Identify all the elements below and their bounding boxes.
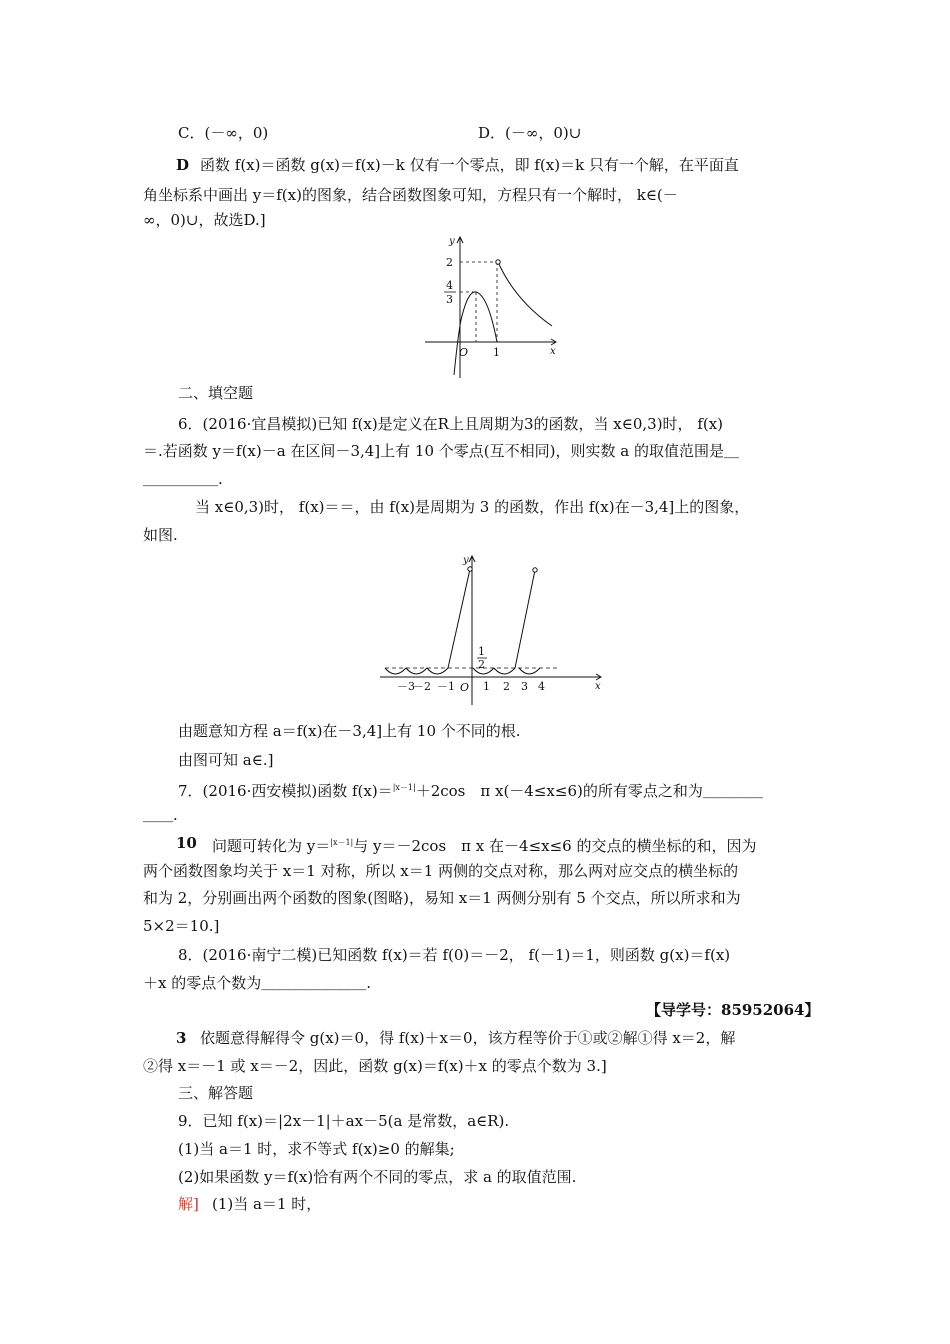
graph2-y-label: y <box>463 555 469 566</box>
q7-solution-line-1 <box>212 833 756 856</box>
q9-solution-label: 解] <box>178 1195 199 1213</box>
q7-solution-line-2: 两个函数图象均关于 x＝1 对称，所以 x＝1 两侧的交点对称，那么两对应交点的横坐标的 <box>143 862 739 880</box>
q7-line-2: ＿＿. <box>143 806 178 824</box>
graph1-tick-1: 1 <box>493 346 500 359</box>
q6-solution-line-4: 由图可知 a∈.] <box>178 751 274 769</box>
q7-solution-line-3: 和为 2，分别画出两个函数的图象(图略)，易知 x＝1 两侧分别有 5 个交点，所以所求和为 <box>143 889 741 907</box>
q9-line-1: 9．已知 f(x)＝|2x－1|＋ax－5(a 是常数，a∈R). <box>178 1112 510 1130</box>
q5-solution-line-2: 角坐标系中画出 y＝f(x)的图象，结合函数图象可知，方程只有一个解时， k∈(－ <box>143 186 678 204</box>
q8-line-1: 8．(2016·南宁二模)已知函数 f(x)＝若 f(0)＝－2， f(－1)＝1，则函数 g(x)＝f(x) <box>178 946 731 964</box>
graph1-origin: O <box>459 346 469 359</box>
graph2-tick-3: 3 <box>521 680 528 693</box>
q7-text-b: ＋2cos π x(－4≤x≤6)的所有零点之和为＿＿＿＿ <box>415 782 763 800</box>
q9-part-1: (1)当 a＝1 时，求不等式 f(x)≥0 的解集; <box>178 1140 455 1158</box>
q7-line-1 <box>178 778 763 801</box>
q9-solution-line-1: (1)当 a＝1 时， <box>212 1195 322 1213</box>
graph2-tick-4: 4 <box>538 680 545 693</box>
section-2-heading: 二、填空题 <box>178 384 254 402</box>
graph2-tick-2: 2 <box>503 680 510 693</box>
q6-line-1: 6．(2016·宜昌模拟)已知 f(x)是定义在R上且周期为3的函数，当 x∈0,3)时， f(x) <box>178 415 724 433</box>
q7-text-a: 7．(2016·西安模拟)函数 f(x)＝ <box>178 782 393 800</box>
q8-line-2: ＋x 的零点个数为＿＿＿＿＿＿＿. <box>143 974 371 992</box>
q6-line-2: ＝.若函数 y＝f(x)－a 在区间－3,4]上有 10 个零点(互不相同)，则实数 a 的取值范围是＿ <box>143 442 739 460</box>
option-d: D．(－∞，0)∪ <box>478 124 582 142</box>
graph1-tick-3: 3 <box>446 293 453 306</box>
option-c: C．(－∞，0) <box>178 124 269 142</box>
q6-line-3: ＿＿＿＿＿. <box>143 470 223 488</box>
q6-solution-line-3: 由题意知方程 a＝f(x)在－3,4]上有 10 个不同的根. <box>178 722 521 740</box>
section-3-heading: 三、解答题 <box>178 1084 254 1102</box>
q9-part-2: (2)如果函数 y＝f(x)恰有两个不同的零点，求 a 的取值范围. <box>178 1168 577 1186</box>
graph2-tick-minus-3: －3 <box>397 680 415 693</box>
graph1-tick-4: 4 <box>446 279 453 292</box>
q7-solution-line-4: 5×2＝10.] <box>143 917 220 935</box>
q7-answer: 10 <box>176 834 197 852</box>
q7-sol-exponent: |x－1| <box>330 838 354 847</box>
q7-exponent: |x－1| <box>392 783 416 792</box>
answer-letter: D <box>176 156 190 174</box>
graph2-x-label: x <box>595 681 601 692</box>
q8-solution-line-1: 依题意得解得令 g(x)＝0，得 f(x)＋x＝0，该方程等价于①或②解①得 x＝2，解 <box>200 1029 736 1047</box>
q6-solution-line-2: 如图. <box>143 526 178 544</box>
graph2-tick-minus-2: －2 <box>413 680 431 693</box>
q6-solution-line-1: 当 x∈0,3)时， f(x)＝＝，由 f(x)是周期为 3 的函数，作出 f(x)在－3,4]上的图象， <box>195 498 750 516</box>
graph2-half-numerator: 1 <box>478 645 485 658</box>
graph1-tick-2: 2 <box>446 256 453 269</box>
graph2-tick-1: 1 <box>483 680 490 693</box>
graph2-half-denominator: 2 <box>478 658 485 671</box>
q5-solution-line-3: ∞，0)∪，故选D.] <box>143 211 266 229</box>
graph2-origin: O <box>460 681 470 694</box>
q5-solution-line-1: 函数 f(x)＝函数 g(x)＝f(x)－k 仅有一个零点，即 f(x)＝k 只有一个解，在平面直 <box>200 156 739 174</box>
q8-answer: 3 <box>176 1029 187 1047</box>
graph2-tick-minus-1: －1 <box>437 680 455 693</box>
graph1-x-label: x <box>550 346 556 357</box>
q8-reference-number: 【导学号：85952064】 <box>646 1001 820 1019</box>
q7-sol-text-b: 与 y＝－2cos π x 在－4≤x≤6 的交点的横坐标的和，因为 <box>353 837 757 855</box>
q8-solution-line-2: ②得 x＝－1 或 x＝－2，因此，函数 g(x)＝f(x)＋x 的零点个数为 3.] <box>143 1057 607 1075</box>
q7-sol-text-a: 问题可转化为 y＝ <box>212 837 331 855</box>
graph1-y-label: y <box>449 236 455 247</box>
